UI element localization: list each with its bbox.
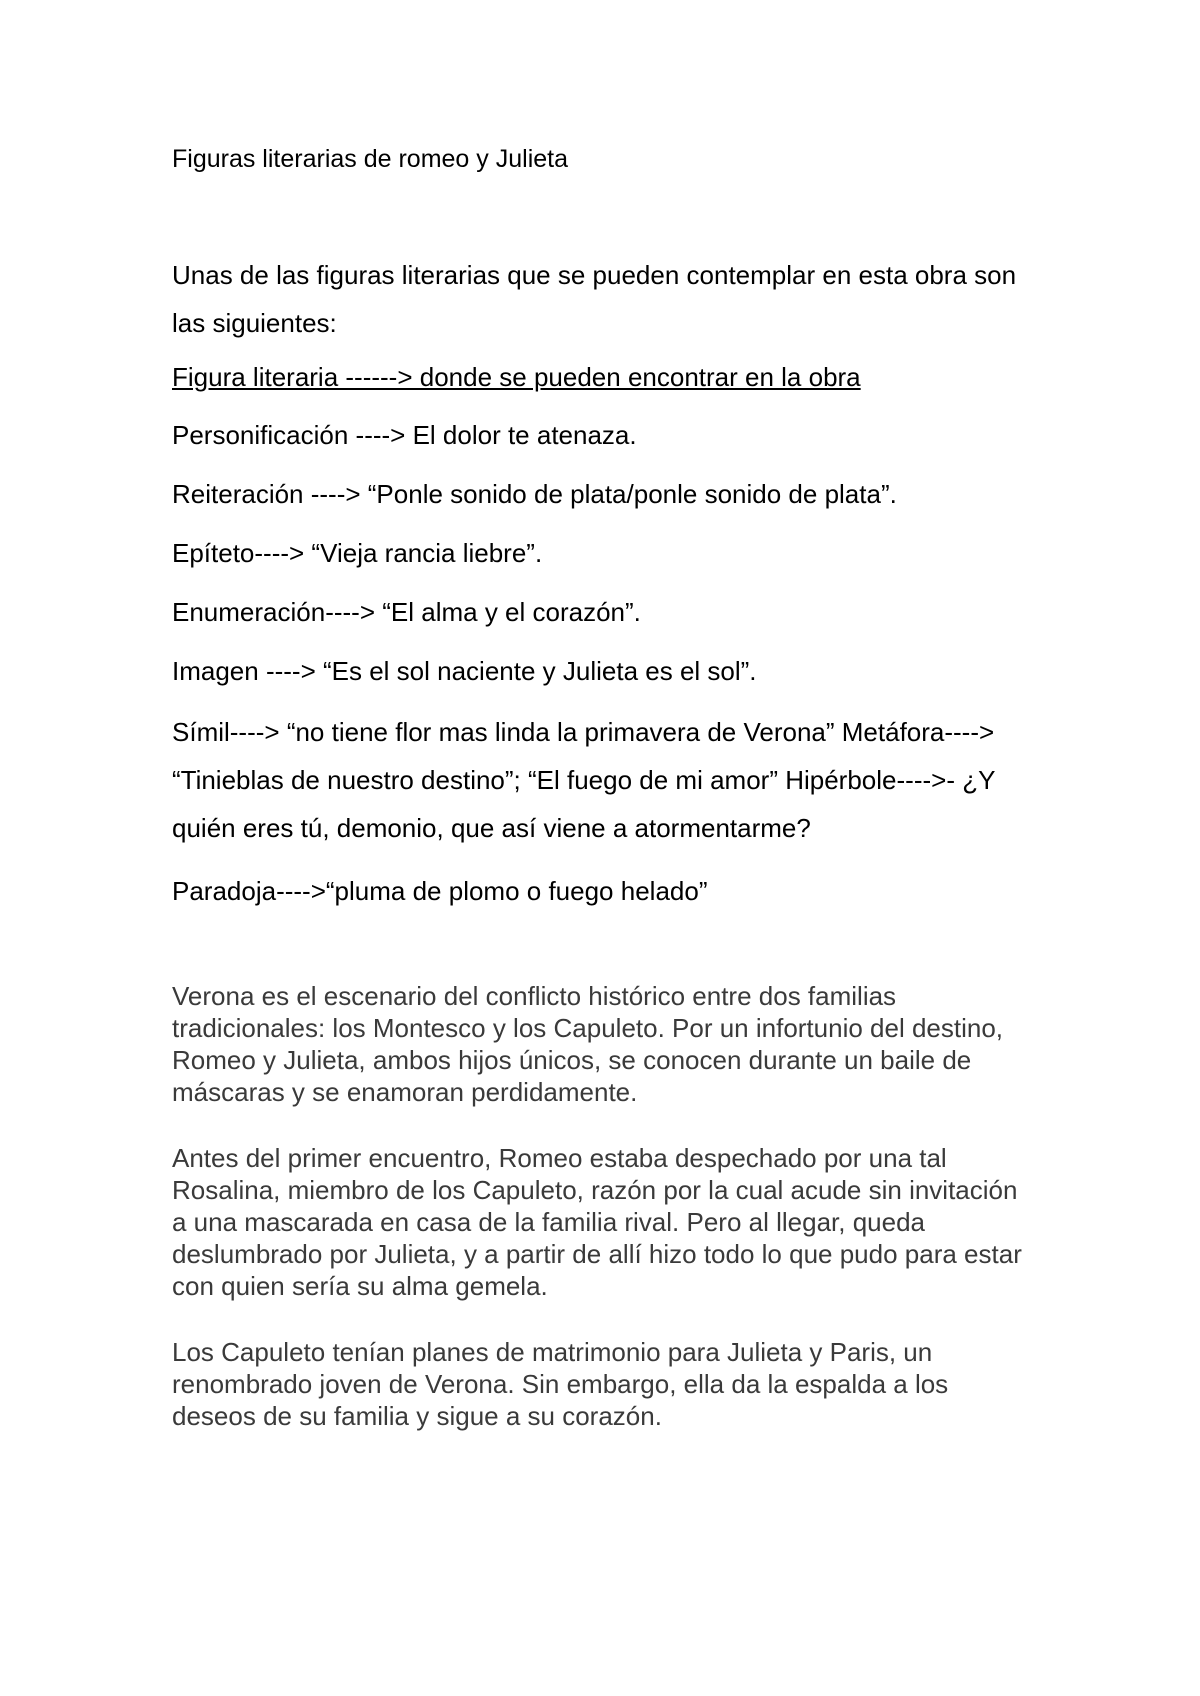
figure-epiteto: Epíteto----> “Vieja rancia liebre”. [172, 538, 543, 568]
figure-imagen: Imagen ----> “Es el sol naciente y Julieta es el sol”. [172, 656, 757, 686]
intro-text: Unas de las figuras literarias que se pueden contemplar en esta obra son las siguientes: [172, 260, 1017, 338]
summary-paragraph: Los Capuleto tenían planes de matrimonio para Julieta y Paris, un renombrado joven de Verona. Sin embargo, ella da la espalda a los deseos de su familia y sigue a su corazón. [172, 1337, 949, 1431]
document-title: Figuras literarias de romeo y Julieta [172, 145, 568, 173]
summary-paragraph: Antes del primer encuentro, Romeo estaba despechado por una tal Rosalina, miembro de los Capuleto, razón por la cual acude sin invitación a una mascarada en casa de la familia rival. Pero al llegar, queda deslumbrado por Julieta, y a partir de allí hizo todo lo que pudo para estar con quien sería su alma gemela. [172, 1143, 1022, 1301]
figure-enumeracion: Enumeración----> “El alma y el corazón”. [172, 597, 641, 627]
summary-paragraph: Verona es el escenario del conflicto histórico entre dos familias tradicionales: los Montesco y los Capuleto. Por un infortunio del destino, Romeo y Julieta, ambos hijos únicos, se conocen durante un baile de máscaras y se enamoran perdidamente. [172, 981, 1004, 1107]
figure-personificacion: Personificación ----> El dolor te atenaza. [172, 420, 637, 450]
document-body [172, 140, 1032, 1432]
figure-reiteracion: Reiteración ----> “Ponle sonido de plata/ponle sonido de plata”. [172, 479, 897, 509]
figure-simil-metafora-hiperbole: Símil----> “no tiene flor mas linda la primavera de Verona” Metáfora----> “Tinieblas de nuestro destino”; “El fuego de mi amor” Hipérbole---->- ¿Y quién eres tú, demonio, que así viene a atormentarme? [172, 717, 995, 843]
figures-table-header: Figura literaria ------> donde se pueden encontrar en la obra [172, 362, 861, 392]
figure-paradoja: Paradoja---->“pluma de plomo o fuego helado” [172, 876, 708, 906]
